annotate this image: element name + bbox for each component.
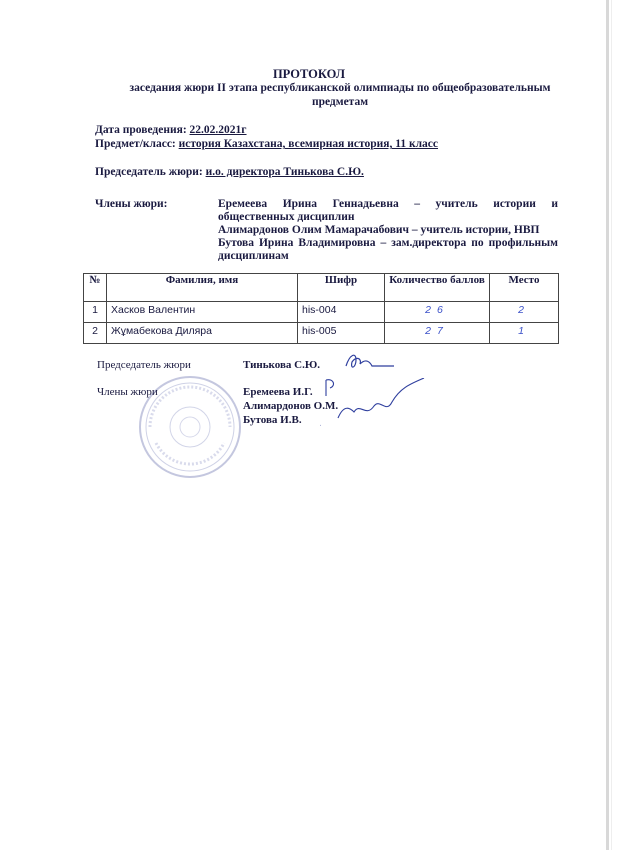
row-num: 1 (84, 302, 107, 323)
signature-member-name: Алимардонов О.М. (243, 400, 339, 412)
members-label: Члены жюри: (95, 198, 168, 210)
chair-line (95, 166, 364, 178)
member-signatures (320, 378, 428, 434)
members-list (218, 198, 558, 263)
subject-label: Предмет/класс: (95, 138, 176, 150)
member-line: Еремеева Ирина Геннадьевна – учитель истории и (218, 198, 558, 210)
member-line: Алимардонов Олим Мамарачабович – учитель истории, НВП (218, 224, 540, 236)
member-line: дисциплинам (218, 250, 289, 262)
header-code: Шифр (298, 274, 385, 302)
header-place: Место (490, 274, 559, 302)
table-header-row (84, 274, 559, 302)
table-row (84, 302, 559, 323)
subject-value: история Казахстана, всемирная история, 11 класс (178, 138, 439, 150)
signature-member-name: Бутова И.В. (243, 414, 302, 426)
signature-chair-label: Председатель жюри (97, 359, 191, 371)
signature-member-name: Еремеева И.Г. (243, 386, 313, 398)
row-score: 27 (385, 323, 490, 344)
row-score: 26 (385, 302, 490, 323)
subject-line (95, 138, 438, 150)
scan-edge-inner (611, 0, 612, 850)
results-table (83, 273, 559, 344)
member-line: Бутова Ирина Владимировна – зам.директора по профильным (218, 237, 558, 249)
date-label: Дата проведения: (95, 124, 187, 136)
row-num: 2 (84, 323, 107, 344)
row-place: 2 (490, 302, 559, 323)
signature-members-label: Члены жюри (97, 386, 158, 398)
member-line: общественных дисциплин (218, 211, 355, 223)
scan-edge (606, 0, 609, 850)
date-line (95, 124, 247, 136)
row-code: his-005 (298, 323, 385, 344)
document-title: ПРОТОКОЛ (272, 67, 346, 81)
document-subtitle: заседания жюри II этапа республиканской олимпиады по общеобразовательным предметам (129, 82, 551, 108)
row-name: Хасков Валентин (107, 302, 298, 323)
chair-label: Председатель жюри: (95, 166, 203, 178)
row-code: his-004 (298, 302, 385, 323)
header-score: Количество баллов (385, 274, 490, 302)
chair-value: и.о. директора Тинькова С.Ю. (205, 166, 364, 178)
date-value: 22.02.2021г (189, 124, 247, 136)
signature-chair-name: Тинькова С.Ю. (243, 359, 320, 371)
row-place: 1 (490, 323, 559, 344)
header-name: Фамилия, имя (107, 274, 298, 302)
table-row (84, 323, 559, 344)
row-name: Жұмабекова Диляра (107, 323, 298, 344)
header-num: № (84, 274, 107, 302)
chair-signature (342, 350, 398, 374)
